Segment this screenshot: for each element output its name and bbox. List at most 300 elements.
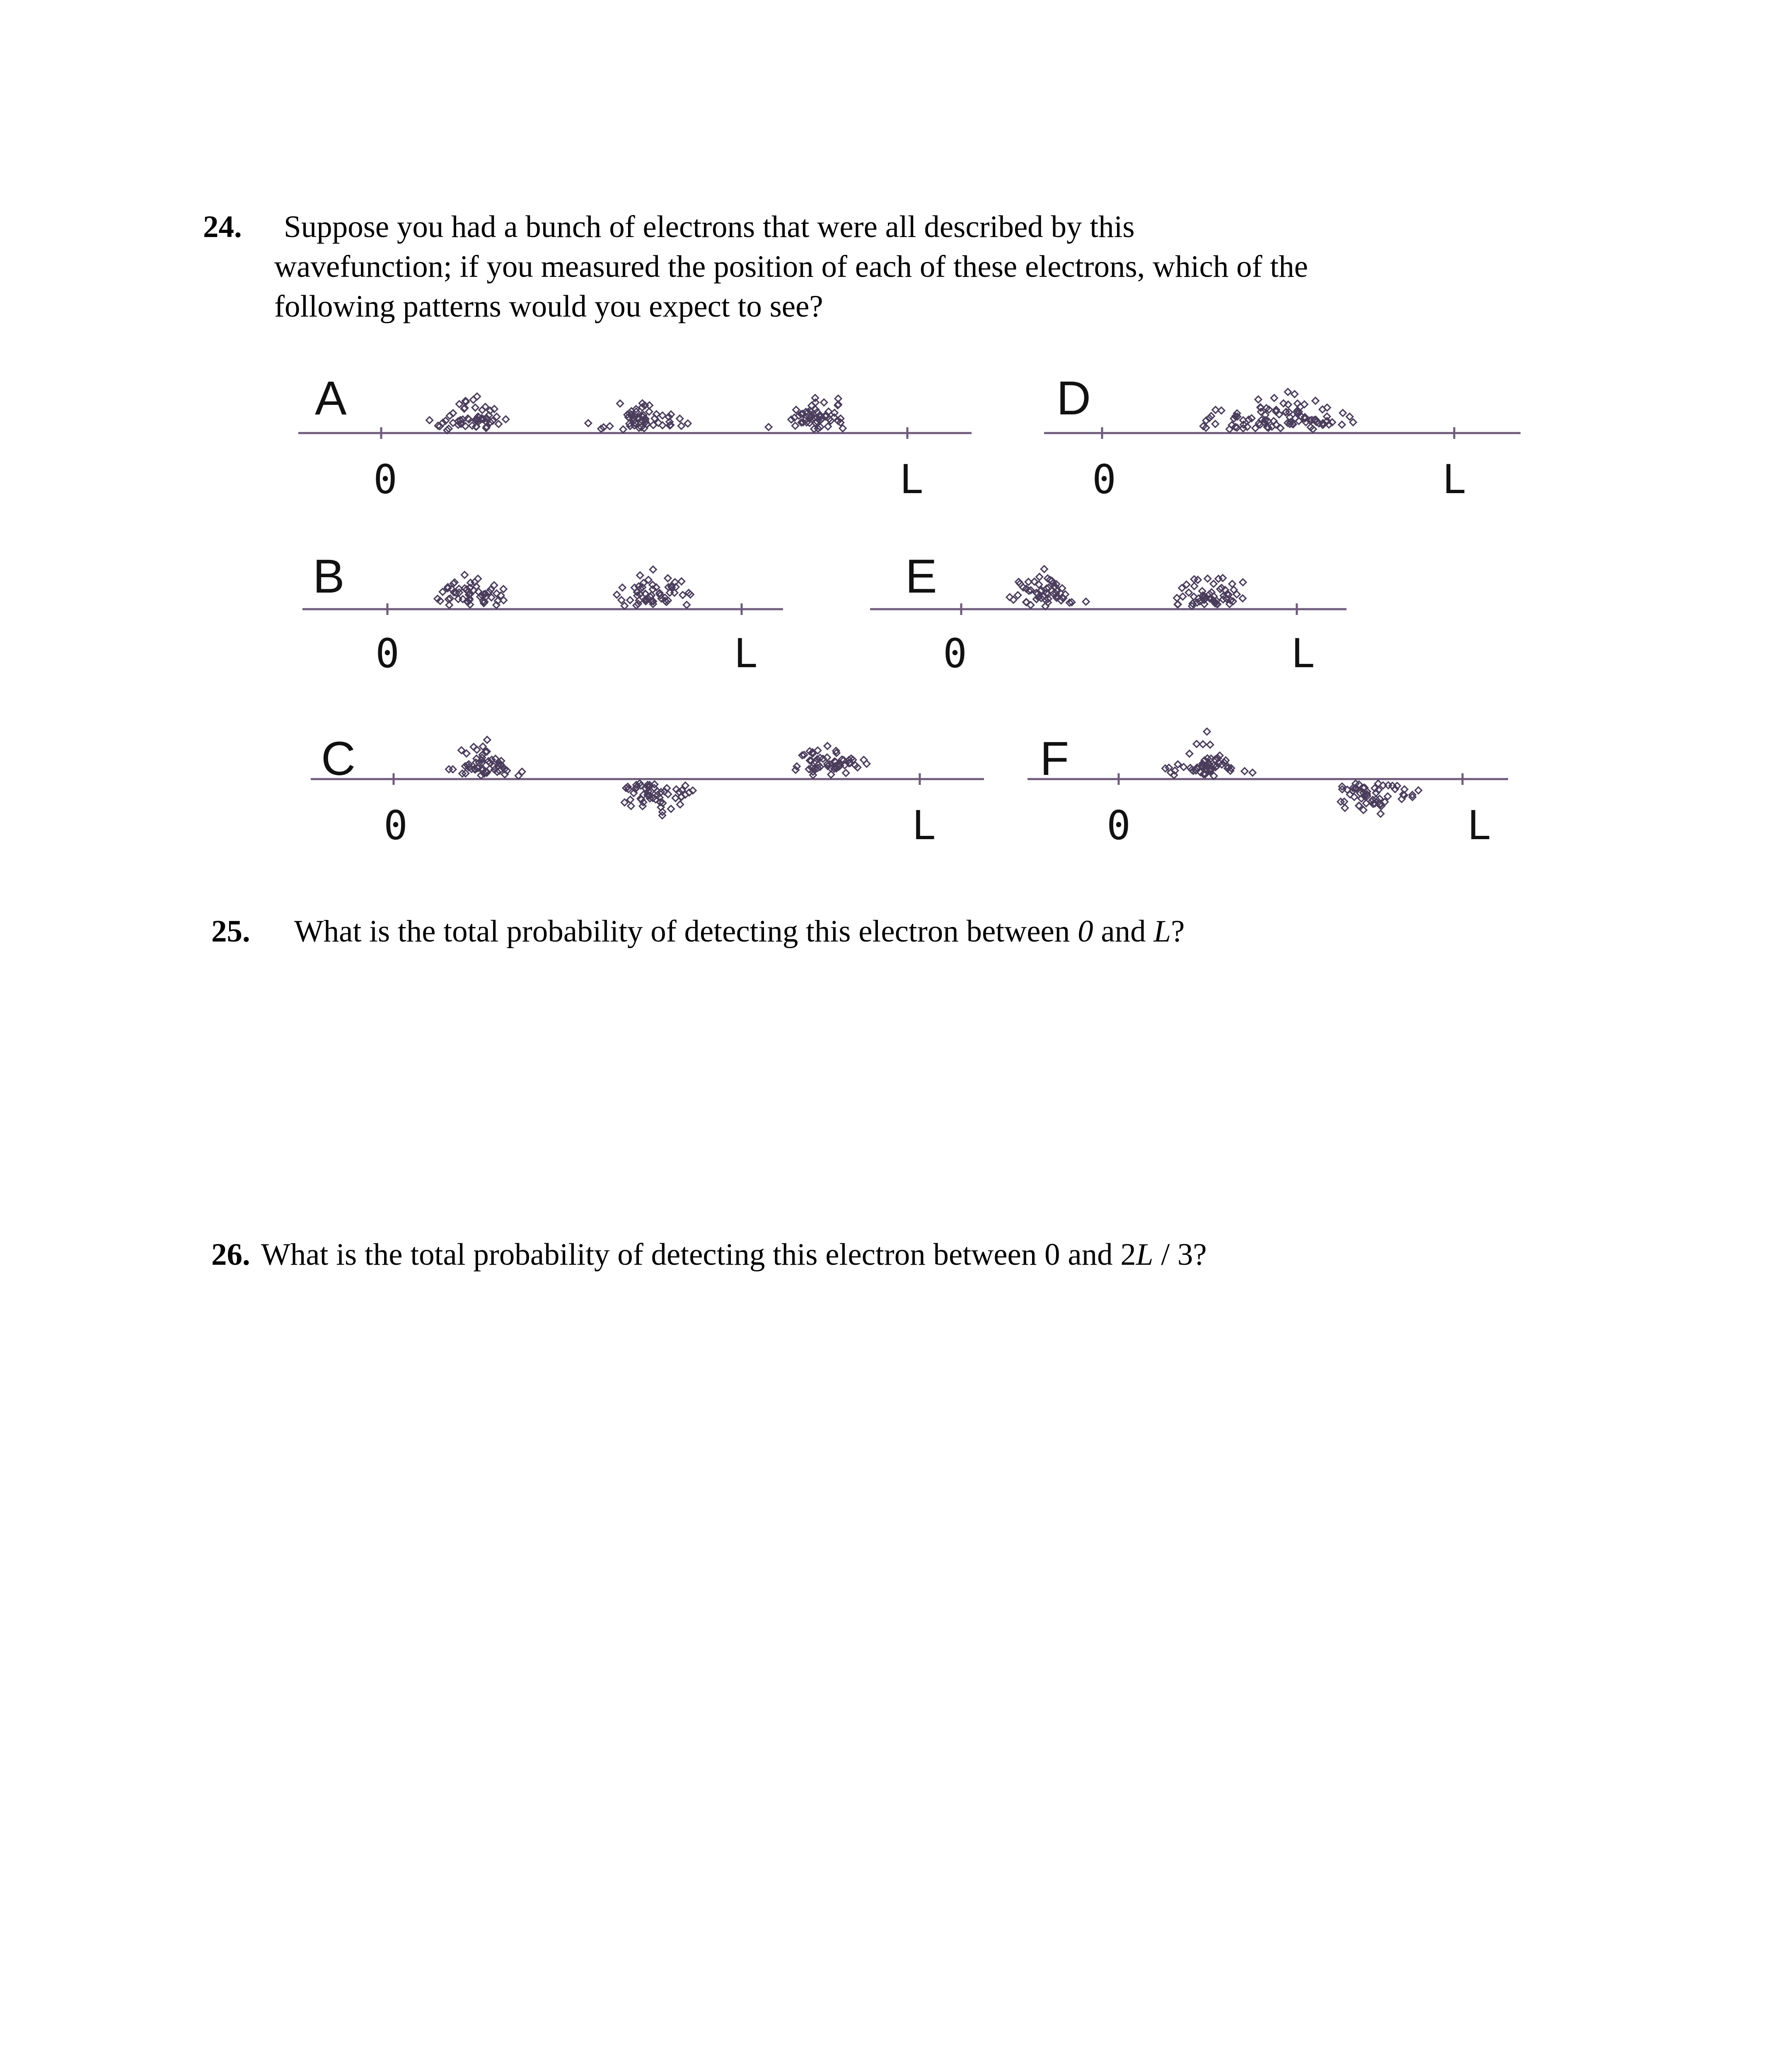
measurement-point — [839, 756, 845, 763]
measurement-point — [1199, 592, 1206, 599]
measurement-point — [470, 743, 477, 750]
measurement-point — [495, 762, 502, 769]
measurement-point — [833, 748, 839, 754]
measurement-point — [835, 763, 842, 770]
measurement-point — [1213, 597, 1220, 604]
measurement-point — [676, 789, 682, 795]
measurement-point — [805, 409, 811, 416]
measurement-point — [1223, 595, 1230, 602]
measurement-point — [479, 754, 485, 761]
measurement-point — [497, 761, 504, 768]
measurement-point — [637, 418, 643, 425]
measurement-point — [793, 407, 800, 413]
measurement-point — [812, 395, 818, 401]
measurement-point — [475, 765, 481, 772]
measurement-point — [467, 601, 474, 608]
measurement-point — [814, 414, 820, 421]
measurement-point — [1240, 417, 1247, 424]
measurement-point — [1283, 409, 1289, 415]
measurement-point — [1373, 796, 1379, 803]
measurement-point — [1284, 419, 1291, 426]
measurement-point — [821, 399, 827, 406]
measurement-point — [650, 600, 656, 607]
measurement-point — [663, 599, 670, 605]
measurement-point — [678, 423, 684, 429]
measurement-point — [585, 420, 592, 426]
measurement-point — [1201, 597, 1207, 603]
measurement-point — [1377, 800, 1384, 807]
measurement-point — [665, 575, 671, 581]
measurement-point — [1233, 591, 1240, 598]
measurement-point — [1221, 759, 1228, 766]
measurement-point — [671, 589, 678, 596]
measurement-point — [837, 415, 844, 422]
measurement-point — [1083, 598, 1089, 605]
measurement-point — [648, 598, 655, 605]
measurement-point — [476, 414, 482, 421]
measurement-point — [641, 402, 648, 409]
measurement-point — [1350, 784, 1356, 791]
measurement-point — [801, 417, 808, 424]
measurement-point — [630, 414, 637, 421]
measurement-point — [1214, 763, 1220, 770]
measurement-point — [667, 422, 673, 429]
measurement-point — [464, 586, 470, 593]
measurement-point — [1212, 407, 1219, 413]
measurement-point — [1401, 786, 1408, 793]
measurement-point — [817, 424, 824, 430]
measurement-point — [445, 584, 451, 591]
measurement-point — [1035, 594, 1042, 600]
measurement-point — [650, 586, 656, 593]
math-variable: L — [1136, 1237, 1153, 1272]
measurement-point — [682, 792, 689, 798]
measurement-point — [637, 572, 643, 579]
measurement-point — [451, 589, 457, 596]
measurement-point — [809, 765, 815, 771]
measurement-point — [635, 600, 641, 607]
option-label: D — [1056, 372, 1091, 425]
measurement-point — [1400, 791, 1407, 798]
measurement-point — [1324, 413, 1330, 420]
measurement-point — [1381, 799, 1388, 805]
measurement-point — [471, 765, 478, 772]
measurement-point — [488, 594, 495, 601]
measurement-point — [826, 761, 833, 767]
measurement-point — [1294, 407, 1301, 414]
measurement-point — [445, 596, 452, 603]
measurement-point — [1280, 400, 1287, 407]
measurement-point — [825, 408, 832, 415]
measurement-point — [847, 760, 853, 766]
measurement-point — [1392, 786, 1398, 792]
measurement-point — [1277, 425, 1284, 431]
measurement-point — [475, 413, 481, 420]
measurement-point — [635, 416, 642, 423]
measurement-point — [1201, 596, 1208, 603]
measurement-point — [1189, 603, 1195, 610]
measurement-point — [806, 748, 813, 755]
measurement-point — [644, 597, 650, 603]
measurement-point — [638, 412, 645, 419]
measurement-point — [793, 763, 800, 770]
option-label: A — [315, 372, 347, 425]
measurement-point — [678, 794, 684, 801]
measurement-point — [470, 587, 477, 593]
question-number: 24. — [203, 210, 242, 244]
measurement-point — [475, 588, 482, 595]
measurement-point — [1054, 593, 1060, 599]
measurement-point — [1210, 597, 1216, 604]
measurement-point — [482, 768, 489, 775]
measurement-point — [435, 422, 441, 429]
measurement-point — [650, 566, 656, 573]
measurement-point — [1193, 767, 1199, 774]
measurement-point — [1221, 592, 1227, 599]
measurement-point — [462, 423, 469, 429]
measurement-point — [636, 597, 642, 604]
measurement-point — [646, 408, 653, 415]
measurement-point — [462, 399, 469, 405]
measurement-point — [1292, 415, 1298, 421]
measurement-point — [470, 397, 476, 403]
measurement-point — [798, 419, 805, 426]
measurement-point — [651, 415, 658, 422]
measurement-point — [1225, 764, 1232, 771]
measurement-point — [474, 746, 480, 753]
measurement-point — [1044, 591, 1051, 598]
measurement-point — [1337, 799, 1344, 805]
measurement-point — [647, 795, 653, 802]
measurement-point — [626, 410, 633, 416]
measurement-point — [687, 591, 694, 598]
measurement-point — [1015, 592, 1021, 598]
measurement-point — [598, 426, 604, 432]
measurement-point — [471, 579, 478, 585]
measurement-point — [1255, 396, 1262, 403]
measurement-point — [640, 411, 647, 418]
measurement-point — [656, 590, 663, 596]
text-part: What is the total probability of detecting this electron between 0 and 2 — [261, 1237, 1136, 1272]
measurement-point — [817, 764, 823, 770]
measurement-point — [1245, 416, 1252, 423]
measurement-point — [659, 812, 665, 819]
measurement-point — [814, 409, 820, 415]
measurement-point — [1199, 588, 1206, 594]
measurement-point — [478, 416, 484, 422]
measurement-point — [1208, 595, 1215, 602]
measurement-point — [1389, 782, 1396, 789]
text-part: ? — [1171, 914, 1185, 949]
measurement-point — [808, 408, 815, 415]
measurement-point — [1371, 800, 1378, 807]
measurement-point — [831, 765, 838, 772]
question-text — [294, 912, 1185, 951]
measurement-point — [1398, 796, 1405, 802]
measurement-point — [1301, 401, 1308, 408]
question-number: 25. — [211, 914, 250, 949]
measurement-point — [1286, 421, 1293, 427]
measurement-point — [1307, 417, 1313, 424]
measurement-point — [487, 407, 493, 414]
measurement-point — [1276, 411, 1282, 418]
measurement-point — [832, 763, 839, 770]
question-text — [261, 1235, 1207, 1275]
measurement-point — [665, 584, 672, 591]
measurement-point — [486, 588, 492, 595]
measurement-point — [633, 589, 640, 595]
measurement-point — [656, 794, 663, 801]
measurement-point — [1206, 415, 1213, 421]
measurement-point — [1017, 581, 1023, 587]
measurement-point — [1339, 410, 1346, 416]
measurement-point — [1199, 760, 1206, 767]
measurement-point — [472, 404, 479, 411]
measurement-point — [1285, 401, 1291, 408]
measurement-point — [499, 763, 506, 770]
measurement-point — [1286, 414, 1293, 421]
measurement-point — [1257, 404, 1264, 411]
measurement-point — [446, 412, 453, 419]
measurement-point — [1401, 792, 1407, 799]
measurement-point — [1240, 421, 1247, 428]
measurement-point — [1199, 763, 1206, 770]
measurement-point — [1204, 575, 1211, 582]
measurement-point — [1394, 782, 1400, 789]
measurement-point — [450, 419, 456, 426]
measurement-point — [627, 796, 633, 803]
measurement-point — [1350, 419, 1356, 426]
measurement-point — [647, 792, 653, 799]
measurement-point — [1290, 421, 1296, 428]
measurement-point — [1310, 426, 1316, 433]
tick-label-zero: 0 — [373, 456, 397, 503]
measurement-point — [482, 591, 488, 597]
measurement-point — [1296, 409, 1302, 415]
measurement-point — [1352, 780, 1359, 787]
measurement-point — [639, 404, 645, 411]
measurement-point — [815, 425, 821, 432]
measurement-point — [627, 423, 633, 429]
measurement-point — [819, 415, 826, 421]
measurement-point — [812, 399, 819, 406]
measurement-point — [1266, 406, 1272, 413]
measurement-point — [639, 803, 646, 809]
measurement-point — [679, 787, 685, 794]
measurement-point — [643, 598, 649, 605]
measurement-point — [765, 424, 772, 431]
measurement-point — [1262, 411, 1269, 418]
measurement-point — [642, 416, 649, 422]
measurement-point — [638, 796, 645, 803]
measurement-point — [672, 579, 678, 586]
measurement-point — [1211, 598, 1217, 604]
measurement-point — [456, 401, 463, 407]
measurement-point — [633, 602, 640, 609]
measurement-point — [1262, 420, 1268, 426]
measurement-point — [1297, 404, 1303, 410]
measurement-point — [650, 422, 657, 428]
measurement-point — [457, 417, 464, 424]
measurement-point — [1378, 803, 1385, 809]
measurement-point — [812, 419, 819, 426]
measurement-point — [810, 768, 816, 775]
measurement-point — [1326, 421, 1332, 428]
measurement-point — [667, 422, 674, 428]
measurement-point — [1203, 424, 1209, 431]
measurement-point — [494, 769, 500, 775]
measurement-point — [1269, 424, 1275, 430]
measurement-point — [461, 571, 468, 578]
measurement-point — [1364, 791, 1370, 797]
measurement-point — [1053, 595, 1060, 601]
measurement-point — [1194, 576, 1201, 583]
option-label: C — [321, 732, 356, 785]
measurement-point — [644, 792, 651, 798]
measurement-point — [812, 406, 819, 413]
measurement-point — [662, 598, 668, 604]
measurement-point — [636, 424, 642, 431]
measurement-point — [811, 426, 817, 432]
measurement-point — [1204, 728, 1210, 735]
measurement-point — [426, 417, 433, 424]
measurement-point — [461, 405, 467, 412]
measurement-point — [642, 591, 649, 598]
option-plot-b — [302, 550, 783, 677]
measurement-point — [1377, 802, 1383, 808]
measurement-point — [832, 759, 839, 765]
measurement-point — [799, 752, 805, 759]
measurement-point — [485, 758, 492, 765]
measurement-point — [436, 423, 443, 430]
measurement-point — [1050, 591, 1057, 597]
measurement-point — [1059, 585, 1066, 592]
measurement-point — [1249, 769, 1256, 776]
measurement-point — [1189, 600, 1196, 607]
measurement-point — [799, 411, 806, 417]
measurement-point — [1044, 575, 1051, 582]
measurement-point — [1168, 769, 1174, 776]
measurement-point — [1291, 391, 1298, 397]
measurement-point — [644, 782, 651, 788]
measurement-point — [1369, 796, 1376, 803]
measurement-point — [1175, 761, 1181, 768]
measurement-point — [658, 789, 664, 795]
measurement-point — [1215, 576, 1222, 582]
measurement-point — [642, 591, 649, 597]
measurement-point — [1370, 801, 1376, 807]
measurement-point — [624, 784, 631, 790]
measurement-point — [1312, 416, 1319, 423]
measurement-point — [834, 402, 841, 409]
option-plot-c — [311, 732, 984, 849]
measurement-point — [788, 416, 795, 423]
measurement-point — [1409, 792, 1416, 798]
measurement-point — [1045, 595, 1052, 602]
measurement-point — [657, 799, 664, 806]
measurement-point — [817, 416, 824, 423]
measurement-point — [640, 799, 647, 806]
measurement-point — [654, 792, 661, 798]
measurement-point — [1036, 581, 1042, 588]
measurement-point — [621, 799, 628, 806]
measurement-point — [1240, 579, 1246, 586]
measurement-point — [1210, 762, 1217, 769]
measurement-point — [462, 585, 468, 592]
measurement-point — [482, 404, 488, 410]
measurement-point — [484, 770, 490, 776]
measurement-point — [1229, 581, 1235, 587]
measurement-point — [642, 596, 649, 603]
measurement-point — [792, 422, 798, 429]
measurement-point — [619, 584, 626, 591]
measurement-point — [795, 412, 802, 419]
question-number: 26. — [211, 1237, 250, 1272]
measurement-point — [1375, 780, 1381, 787]
measurement-point — [1006, 594, 1013, 600]
measurement-point — [683, 602, 690, 608]
measurement-point — [1415, 787, 1422, 794]
measurement-point — [473, 759, 479, 766]
measurement-point — [641, 425, 648, 431]
tick-label-zero: 0 — [375, 630, 399, 677]
measurement-point — [1228, 422, 1235, 428]
measurement-point — [1227, 597, 1234, 604]
measurement-point — [1271, 395, 1277, 401]
measurement-point — [498, 758, 505, 764]
measurement-point — [1356, 802, 1362, 809]
measurement-point — [798, 411, 804, 417]
measurement-point — [496, 767, 503, 774]
measurement-point — [1212, 600, 1218, 607]
measurement-point — [1311, 417, 1318, 424]
measurement-point — [1010, 596, 1017, 603]
tick-label-l: L — [899, 456, 924, 503]
measurement-point — [654, 788, 660, 794]
measurement-point — [1356, 781, 1362, 788]
measurement-point — [651, 781, 658, 788]
measurement-point — [462, 763, 469, 770]
measurement-point — [1358, 795, 1365, 802]
measurement-point — [805, 412, 812, 419]
measurement-point — [459, 596, 466, 603]
option-plot-a — [298, 372, 972, 503]
measurement-point — [444, 427, 450, 433]
measurement-point — [645, 792, 652, 799]
measurement-point — [445, 766, 452, 772]
measurement-point — [1207, 767, 1214, 773]
measurement-point — [1301, 415, 1308, 422]
measurement-point — [1349, 788, 1356, 794]
measurement-point — [1212, 756, 1218, 763]
measurement-point — [812, 758, 819, 765]
measurement-point — [1202, 762, 1208, 769]
measurement-point — [822, 413, 829, 420]
measurement-point — [814, 756, 821, 762]
measurement-point — [809, 750, 816, 757]
measurement-point — [668, 583, 675, 589]
measurement-point — [483, 425, 489, 431]
measurement-point — [852, 762, 858, 769]
measurement-point — [659, 412, 666, 419]
measurement-point — [1050, 580, 1056, 586]
measurement-point — [835, 395, 841, 402]
measurement-point — [479, 592, 486, 599]
measurement-point — [1190, 593, 1197, 600]
measurement-point — [656, 591, 663, 597]
measurement-point — [455, 595, 462, 602]
measurement-point — [491, 582, 498, 588]
